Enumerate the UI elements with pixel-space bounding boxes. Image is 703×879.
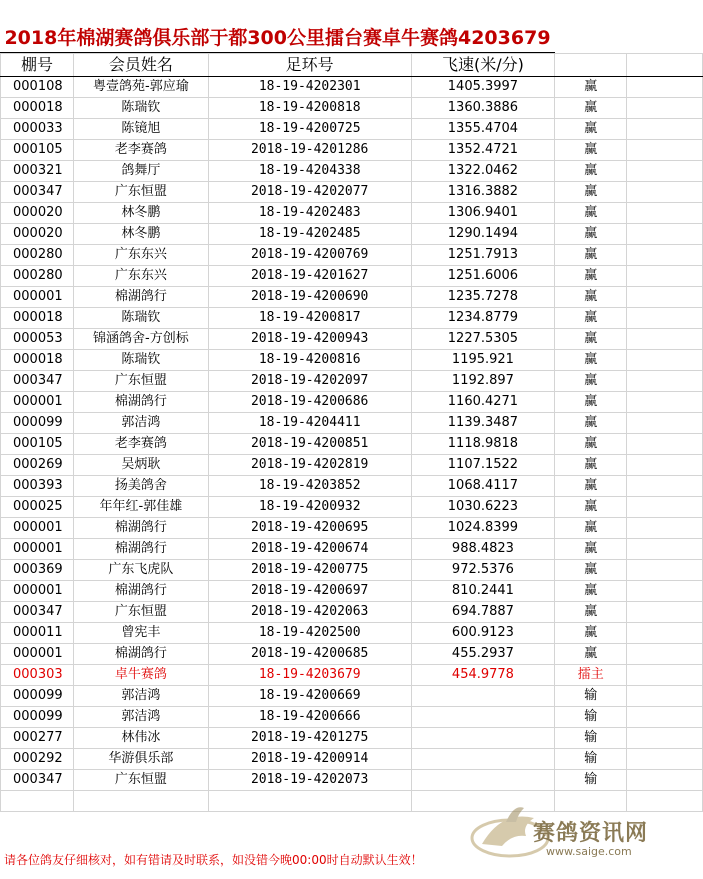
- cell-speed: 1235.7278: [411, 287, 555, 308]
- cell-speed: [411, 770, 555, 791]
- cell-member-name: 吴炳耿: [73, 455, 208, 476]
- cell-ring-number: 2018-19-4200695: [208, 518, 411, 539]
- cell-speed: 1355.4704: [411, 119, 555, 140]
- col-header-result: [555, 54, 627, 77]
- cell-member-name: 广东东兴: [73, 245, 208, 266]
- cell-shed: 000001: [1, 392, 74, 413]
- cell-shed: 000269: [1, 455, 74, 476]
- col-header-member: 会员姓名: [73, 54, 208, 77]
- cell-result: 赢: [555, 182, 627, 203]
- table-row: [1, 686, 703, 707]
- cell-result: 赢: [555, 434, 627, 455]
- cell-empty: [627, 308, 703, 329]
- table-row: [1, 455, 703, 476]
- cell-member-name: 广东恒盟: [73, 371, 208, 392]
- cell-speed: 1107.1522: [411, 455, 555, 476]
- cell-result: 赢: [555, 581, 627, 602]
- cell-member-name: 粤壹鸽苑-郭应瑜: [73, 77, 208, 98]
- cell-result: 输: [555, 707, 627, 728]
- table-row: [1, 203, 703, 224]
- cell-empty: [627, 224, 703, 245]
- cell-result: 赢: [555, 455, 627, 476]
- cell-empty: [627, 518, 703, 539]
- cell-result: 赢: [555, 539, 627, 560]
- cell-shed: 000280: [1, 245, 74, 266]
- cell-ring-number: 18-19-4200666: [208, 707, 411, 728]
- cell-empty: [627, 602, 703, 623]
- cell-ring-number: 18-19-4200816: [208, 350, 411, 371]
- table-row: [1, 749, 703, 770]
- cell-shed: 000105: [1, 434, 74, 455]
- cell-shed: 000001: [1, 581, 74, 602]
- table-row: [1, 539, 703, 560]
- watermark-url: www.saige.com: [546, 845, 632, 858]
- cell-speed: 1139.3487: [411, 413, 555, 434]
- table-row: [1, 770, 703, 791]
- cell-result: 赢: [555, 518, 627, 539]
- cell-empty: [627, 707, 703, 728]
- table-row: [1, 140, 703, 161]
- cell-ring-number: 18-19-4200932: [208, 497, 411, 518]
- col-header-shed: 棚号: [1, 54, 74, 77]
- table-row: [1, 245, 703, 266]
- cell-speed: 1118.9818: [411, 434, 555, 455]
- table-row: [1, 728, 703, 749]
- cell-result: 赢: [555, 308, 627, 329]
- cell-shed: 000099: [1, 707, 74, 728]
- cell-ring-number: 18-19-4202485: [208, 224, 411, 245]
- notice-text: 请各位鸽友仔细核对，如有错请及时联系，如没错今晚00:00时自动默认生效！: [4, 853, 423, 867]
- cell-result: 赢: [555, 266, 627, 287]
- cell-speed: 694.7887: [411, 602, 555, 623]
- cell-member-name: 棉湖鸽行: [73, 287, 208, 308]
- cell-member-name: 棉湖鸽行: [73, 518, 208, 539]
- table-row: [1, 182, 703, 203]
- cell-result: 赢: [555, 203, 627, 224]
- table-row: [1, 77, 703, 98]
- cell-ring-number: 2018-19-4202819: [208, 455, 411, 476]
- cell-member-name: 鸽舞厅: [73, 161, 208, 182]
- cell-member-name: 广东恒盟: [73, 770, 208, 791]
- cell-result: 赢: [555, 77, 627, 98]
- cell-empty: [627, 371, 703, 392]
- cell-member-name: 郭洁鸿: [73, 707, 208, 728]
- table-row: [1, 287, 703, 308]
- cell-ring-number: 18-19-4200669: [208, 686, 411, 707]
- cell-empty: [627, 329, 703, 350]
- table-row: [1, 623, 703, 644]
- table-row: [1, 476, 703, 497]
- cell-ring-number: 2018-19-4201286: [208, 140, 411, 161]
- cell-result: 输: [555, 728, 627, 749]
- cell-ring-number: 2018-19-4202063: [208, 602, 411, 623]
- cell-ring-number: 18-19-4202301: [208, 77, 411, 98]
- col-header-speed: 飞速(米/分): [411, 54, 555, 77]
- cell-speed: 1195.921: [411, 350, 555, 371]
- cell-ring-number: 2018-19-4200697: [208, 581, 411, 602]
- table-row: [1, 413, 703, 434]
- cell-shed: 000020: [1, 224, 74, 245]
- cell-ring-number: 18-19-4200817: [208, 308, 411, 329]
- cell-empty: [627, 770, 703, 791]
- cell-speed: 454.9778: [411, 665, 555, 686]
- cell-member-name: 林冬鹏: [73, 224, 208, 245]
- cell-result: 输: [555, 770, 627, 791]
- table-row: [1, 602, 703, 623]
- cell-ring-number: 2018-19-4201275: [208, 728, 411, 749]
- cell-result: 擂主: [555, 665, 627, 686]
- col-header-extra: [627, 54, 703, 77]
- cell-empty: [627, 392, 703, 413]
- cell-result: 赢: [555, 644, 627, 665]
- cell-result: 赢: [555, 602, 627, 623]
- cell-member-name: 广东恒盟: [73, 602, 208, 623]
- cell-member-name: 棉湖鸽行: [73, 539, 208, 560]
- cell-shed: 000053: [1, 329, 74, 350]
- cell-empty: [627, 560, 703, 581]
- cell-empty: [627, 623, 703, 644]
- cell-shed: 000321: [1, 161, 74, 182]
- cell-empty: [627, 728, 703, 749]
- cell-empty: [627, 140, 703, 161]
- table-row: [1, 392, 703, 413]
- cell-result: 赢: [555, 413, 627, 434]
- cell-ring-number: 18-19-4203679: [208, 665, 411, 686]
- cell-shed: 000001: [1, 644, 74, 665]
- cell-result: 赢: [555, 329, 627, 350]
- cell-empty: [627, 413, 703, 434]
- cell-empty: [627, 749, 703, 770]
- cell-speed: 1322.0462: [411, 161, 555, 182]
- table-row: [1, 581, 703, 602]
- cell-shed: 000347: [1, 602, 74, 623]
- cell-speed: 1030.6223: [411, 497, 555, 518]
- cell-empty: [627, 119, 703, 140]
- cell-result: 赢: [555, 140, 627, 161]
- cell-shed: 000277: [1, 728, 74, 749]
- cell-result: 输: [555, 749, 627, 770]
- cell-speed: 1227.5305: [411, 329, 555, 350]
- table-row: [1, 329, 703, 350]
- cell-result: 赢: [555, 350, 627, 371]
- cell-result: 赢: [555, 392, 627, 413]
- cell-member-name: 陈瑞钦: [73, 308, 208, 329]
- cell-shed: 000001: [1, 287, 74, 308]
- table-row: [1, 518, 703, 539]
- cell-speed: 1251.7913: [411, 245, 555, 266]
- cell-speed: 1352.4721: [411, 140, 555, 161]
- cell-speed: 455.2937: [411, 644, 555, 665]
- cell-member-name: 老李赛鸽: [73, 140, 208, 161]
- cell-member-name: 卓牛赛鸽: [73, 665, 208, 686]
- table-row: [1, 644, 703, 665]
- cell-ring-number: 2018-19-4200685: [208, 644, 411, 665]
- table-row: [1, 707, 703, 728]
- cell-ring-number: 18-19-4202483: [208, 203, 411, 224]
- cell-member-name: 棉湖鸽行: [73, 644, 208, 665]
- cell-member-name: 陈镜旭: [73, 119, 208, 140]
- cell-speed: 1316.3882: [411, 182, 555, 203]
- table-row: [1, 497, 703, 518]
- cell-empty: [627, 455, 703, 476]
- cell-empty: [627, 182, 703, 203]
- cell-shed: 000001: [1, 539, 74, 560]
- cell-speed: 1360.3886: [411, 98, 555, 119]
- cell-shed: 000347: [1, 182, 74, 203]
- cell-speed: 1251.6006: [411, 266, 555, 287]
- cell-member-name: 扬美鸽舍: [73, 476, 208, 497]
- cell-result: 输: [555, 686, 627, 707]
- cell-member-name: 陈瑞钦: [73, 350, 208, 371]
- cell-empty: [627, 245, 703, 266]
- cell-empty: [627, 665, 703, 686]
- cell-ring-number: 2018-19-4200775: [208, 560, 411, 581]
- cell-speed: 972.5376: [411, 560, 555, 581]
- table-row: [1, 350, 703, 371]
- cell-shed: 000280: [1, 266, 74, 287]
- table-header-row: [1, 54, 703, 77]
- table-row: [1, 560, 703, 581]
- cell-speed: 1068.4117: [411, 476, 555, 497]
- cell-member-name: 年年红-郭佳雄: [73, 497, 208, 518]
- col-header-ring: 足环号: [208, 54, 411, 77]
- cell-member-name: 陈瑞钦: [73, 98, 208, 119]
- cell-shed: 000108: [1, 77, 74, 98]
- cell-shed: 000018: [1, 308, 74, 329]
- cell-ring-number: 2018-19-4200686: [208, 392, 411, 413]
- cell-member-name: 广东东兴: [73, 266, 208, 287]
- cell-ring-number: 2018-19-4200943: [208, 329, 411, 350]
- cell-empty: [627, 539, 703, 560]
- cell-ring-number: 18-19-4202500: [208, 623, 411, 644]
- cell-result: 赢: [555, 371, 627, 392]
- cell-result: 赢: [555, 287, 627, 308]
- cell-member-name: 广东飞虎队: [73, 560, 208, 581]
- cell-shed: 000020: [1, 203, 74, 224]
- cell-shed: 000025: [1, 497, 74, 518]
- cell-empty: [627, 476, 703, 497]
- cell-ring-number: 18-19-4200725: [208, 119, 411, 140]
- cell-empty: [627, 203, 703, 224]
- cell-empty: [73, 791, 208, 812]
- cell-ring-number: 2018-19-4201627: [208, 266, 411, 287]
- cell-shed: 000099: [1, 413, 74, 434]
- watermark-text: 赛鸽资讯网: [533, 821, 649, 846]
- cell-speed: 1290.1494: [411, 224, 555, 245]
- cell-speed: 1306.9401: [411, 203, 555, 224]
- cell-empty: [627, 350, 703, 371]
- table-row: [1, 308, 703, 329]
- cell-shed: 000033: [1, 119, 74, 140]
- cell-empty: [627, 434, 703, 455]
- cell-speed: 600.9123: [411, 623, 555, 644]
- cell-ring-number: 2018-19-4200851: [208, 434, 411, 455]
- cell-ring-number: 2018-19-4200674: [208, 539, 411, 560]
- cell-result: 赢: [555, 119, 627, 140]
- cell-member-name: 林伟冰: [73, 728, 208, 749]
- cell-member-name: 广东恒盟: [73, 182, 208, 203]
- cell-empty: [627, 686, 703, 707]
- table-row: [1, 119, 703, 140]
- cell-result: 赢: [555, 623, 627, 644]
- cell-ring-number: 18-19-4204338: [208, 161, 411, 182]
- cell-result: 赢: [555, 476, 627, 497]
- table-row: [1, 266, 703, 287]
- cell-ring-number: 2018-19-4200914: [208, 749, 411, 770]
- cell-empty: [627, 77, 703, 98]
- cell-speed: 1160.4271: [411, 392, 555, 413]
- cell-speed: [411, 749, 555, 770]
- cell-shed: 000011: [1, 623, 74, 644]
- cell-empty: [627, 644, 703, 665]
- cell-member-name: 棉湖鸽行: [73, 392, 208, 413]
- cell-speed: 1234.8779: [411, 308, 555, 329]
- table-row: [1, 371, 703, 392]
- cell-shed: 000292: [1, 749, 74, 770]
- cell-ring-number: 18-19-4200818: [208, 98, 411, 119]
- cell-speed: 810.2441: [411, 581, 555, 602]
- cell-empty: [208, 791, 411, 812]
- cell-ring-number: 18-19-4204411: [208, 413, 411, 434]
- cell-ring-number: 2018-19-4202073: [208, 770, 411, 791]
- table-row: [1, 98, 703, 119]
- cell-empty: [627, 98, 703, 119]
- cell-speed: 1192.897: [411, 371, 555, 392]
- results-table: [0, 53, 703, 812]
- cell-ring-number: 2018-19-4200769: [208, 245, 411, 266]
- cell-empty: [627, 497, 703, 518]
- cell-shed: 000099: [1, 686, 74, 707]
- cell-speed: 1405.3997: [411, 77, 555, 98]
- cell-speed: [411, 707, 555, 728]
- table-row-challenger: [1, 665, 703, 686]
- cell-result: 赢: [555, 224, 627, 245]
- cell-speed: [411, 728, 555, 749]
- cell-shed: 000105: [1, 140, 74, 161]
- cell-member-name: 林冬鹏: [73, 203, 208, 224]
- cell-empty: [627, 581, 703, 602]
- cell-ring-number: 2018-19-4202097: [208, 371, 411, 392]
- sheet-title: 2018年棉湖赛鸽俱乐部于都300公里擂台赛卓牛赛鸽4203679: [4, 27, 551, 49]
- cell-member-name: 锦涵鸽舍-方创标: [73, 329, 208, 350]
- cell-shed: 000018: [1, 350, 74, 371]
- cell-empty: [627, 287, 703, 308]
- cell-member-name: 曾宪丰: [73, 623, 208, 644]
- cell-speed: 1024.8399: [411, 518, 555, 539]
- cell-ring-number: 18-19-4203852: [208, 476, 411, 497]
- cell-member-name: 郭洁鸿: [73, 686, 208, 707]
- table-row: [1, 434, 703, 455]
- cell-empty: [1, 791, 74, 812]
- cell-speed: 988.4823: [411, 539, 555, 560]
- table-row: [1, 224, 703, 245]
- cell-result: 赢: [555, 98, 627, 119]
- cell-shed: 000303: [1, 665, 74, 686]
- cell-shed: 000018: [1, 98, 74, 119]
- cell-result: 赢: [555, 245, 627, 266]
- cell-ring-number: 2018-19-4200690: [208, 287, 411, 308]
- cell-ring-number: 2018-19-4202077: [208, 182, 411, 203]
- cell-shed: 000369: [1, 560, 74, 581]
- cell-shed: 000001: [1, 518, 74, 539]
- cell-empty: [627, 161, 703, 182]
- cell-member-name: 华游俱乐部: [73, 749, 208, 770]
- cell-member-name: 老李赛鸽: [73, 434, 208, 455]
- cell-member-name: 棉湖鸽行: [73, 581, 208, 602]
- cell-member-name: 郭洁鸿: [73, 413, 208, 434]
- cell-shed: 000347: [1, 371, 74, 392]
- cell-empty: [627, 266, 703, 287]
- cell-result: 赢: [555, 560, 627, 581]
- cell-shed: 000393: [1, 476, 74, 497]
- cell-result: 赢: [555, 497, 627, 518]
- cell-speed: [411, 686, 555, 707]
- cell-shed: 000347: [1, 770, 74, 791]
- table-row: [1, 161, 703, 182]
- cell-result: 赢: [555, 161, 627, 182]
